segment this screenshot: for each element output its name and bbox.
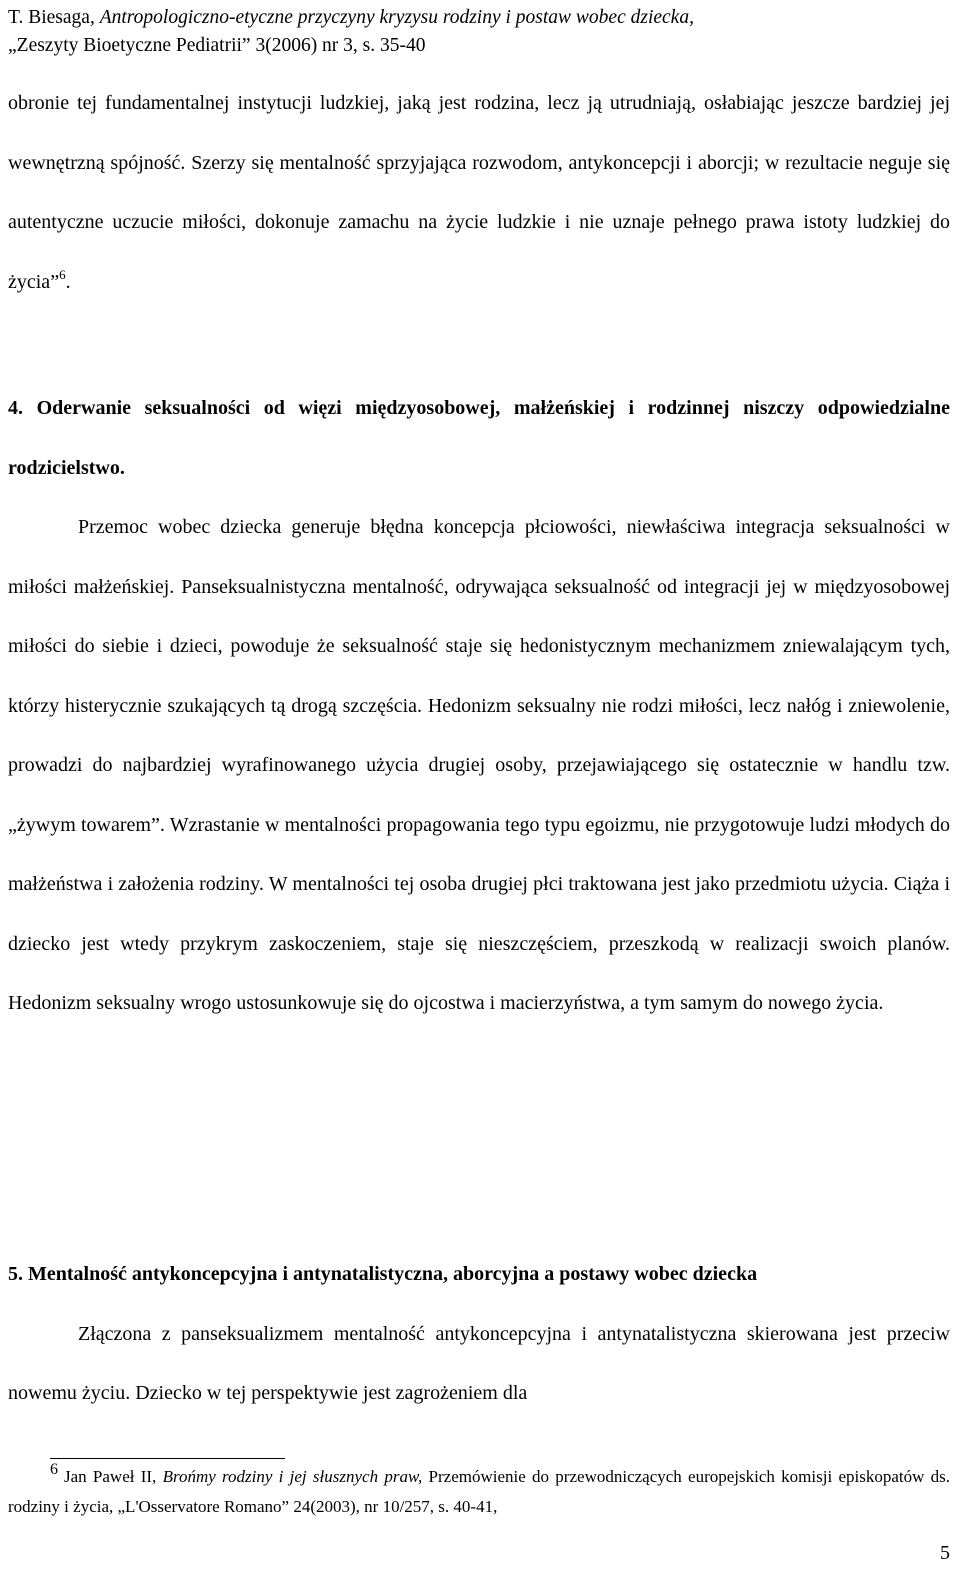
section-5-paragraph: Złączona z panseksualizmem mentalność antykoncepcyjna i antynatalistyczna skierowana jest przeciw nowemu życiu. Dziecko w tej perspektywie jest zagrożeniem dla (8, 1322, 950, 1404)
section-4 (8, 379, 950, 1034)
header-article-title: Antropologiczno-etyczne przyczyny kryzysu rodziny i postaw wobec dziecka, (99, 7, 694, 28)
header-citation-line2: „Zeszyty Bioetyczne Pediatrii” 3(2006) nr 3, s. 35-40 (8, 35, 426, 56)
section-4-paragraph: Przemoc wobec dziecka generuje błędna koncepcja płciowości, niewłaściwa integracja seksualności w miłości małżeńskiej. Panseksualnistyczna mentalność, odrywająca seksualność od integracji jej w międzyosobowej miłości do siebie i dzieci, powoduje że seksualność staje się hedonistycznym mechanizmem zniewalającym tych, którzy histerycznie szukających tą drogą szczęścia. Hedonizm seksualny nie rodzi miłości, lecz nałóg i zniewolenie, prowadzi do najbardziej wyrafinowanego użycia drugiej osoby, przejawiającego się ostatecznie w handlu tzw. „żywym towarem”. Wzrastanie w mentalności propagowania tego typu egoizmu, nie przygotowuje ludzi młodych do małżeństwa i założenia rodziny. W mentalności tej osoba drugiej płci traktowana jest jako przedmiotu użycia. Ciąża i dziecko jest wtedy przykrym zaskoczeniem, staje się nieszczęściem, przeszkodą w realizacji swoich planów. Hedonizm seksualny wrogo ustosunkowuje się do ojcostwa i macierzyństwa, a tym samym do nowego życia. (8, 516, 950, 1014)
section-5-heading: 5. Mentalność antykoncepcyjna i antynatalistyczna, aborcyjna a postawy wobec dziecka (8, 1263, 758, 1285)
section-4-heading: 4. Oderwanie seksualności od więzi międzyosobowej, małżeńskiej i rodzinnej niszczy odpowiedzialne rodzicielstwo. (8, 397, 950, 479)
header-citation-line1 (8, 4, 950, 32)
footnote (8, 1462, 950, 1522)
header-author: T. Biesaga, (8, 7, 100, 28)
footnote-title: Brońmy rodziny i jej słusznych praw, (162, 1467, 423, 1486)
footnote-separator (50, 1458, 285, 1459)
continued-paragraph: obronie tej fundamentalnej instytucji ludzkiej, jaką jest rodzina, lecz ją utrudniają, osłabiając jeszcze bardziej jej wewnętrzną spójność. Szerzy się mentalność sprzyjająca rozwodom, antykoncepcji i aborcji; w rezultacie neguje się autentyczne uczucie miłości, dokonuje zamachu na życie ludzkie i nie uznaje pełnego prawa istoty ludzkiej do życia”$^6$. (8, 92, 950, 293)
footnote-details: Przemówienie do przewodniczących europejskich komisji episkopatów ds. rodziny i życia, „L'Osservatore Romano” 24(2003), nr 10/257, s. 40-41, (8, 1467, 951, 1516)
document-page (8, 0, 951, 1564)
footnote-author: Jan Paweł II, (64, 1467, 163, 1486)
continued-paragraph-text: obronie tej fundamentalnej instytucji ludzkiej, jaką jest rodzina, lecz ją utrudniają, osłabiając jeszcze bardziej jej wewnętrzną spójność. Szerzy się mentalność sprzyjająca rozwodom, antykoncepcji i aborcji; w rezultacie neguje się autentyczne uczucie miłości, dokonuje zamachu na życie ludzkie i nie uznaje pełnego prawa istoty ludzkiej do życia” (8, 92, 950, 293)
footnote-reference[interactable]: 6 (59, 266, 66, 282)
running-header (8, 0, 950, 84)
page-number: 5 (940, 1542, 950, 1564)
section-5 (8, 1245, 950, 1424)
footnote-number: 6 (50, 1461, 58, 1478)
